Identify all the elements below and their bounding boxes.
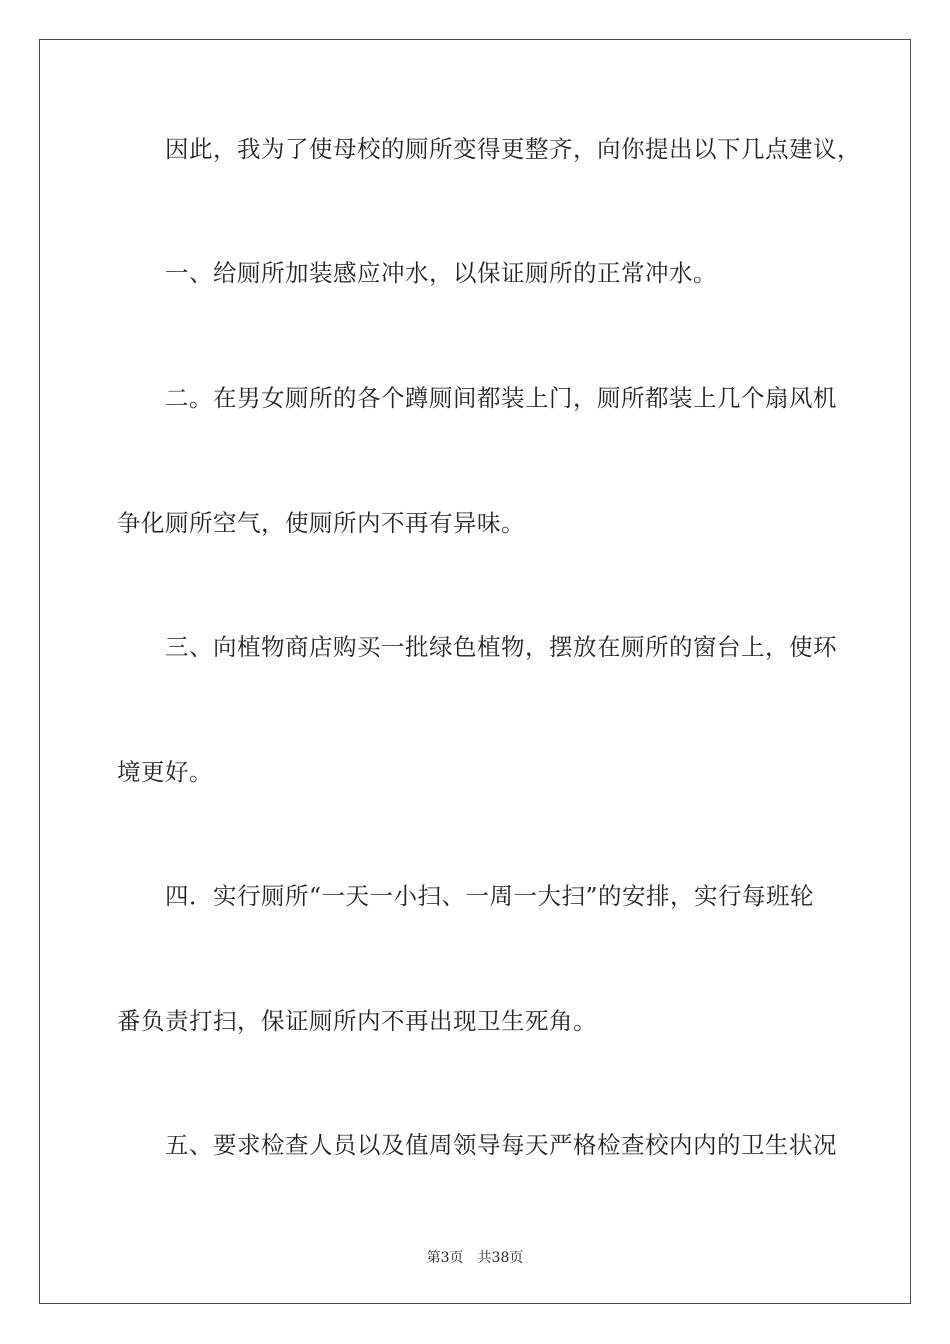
page-footer — [0, 1247, 950, 1267]
paragraph-line: 境更好。 — [117, 758, 213, 786]
paragraph-line: 因此，我为了使母校的厕所变得更整齐，向你提出以下几点建议， — [165, 135, 861, 163]
paragraph-line: 番负责打扫，保证厕所内不再出现卫生死角。 — [117, 1007, 597, 1035]
paragraph-line: 争化厕所空气，使厕所内不再有异味。 — [117, 509, 525, 537]
paragraph-line: 二。在男女厕所的各个蹲厕间都装上门，厕所都装上几个扇风机 — [165, 384, 837, 412]
paragraph-line: 五、要求检查人员以及值周领导每天严格检查校内内的卫生状况 — [165, 1131, 837, 1159]
paragraph-line: 一、给厕所加装感应冲水，以保证厕所的正常冲水。 — [165, 259, 717, 287]
paragraph-line: 三、向植物商店购买一批绿色植物，摆放在厕所的窗台上，使环 — [165, 633, 837, 661]
page-total: 共38页 — [477, 1250, 524, 1266]
paragraph-line: 四．实行厕所“一天一小扫、一周一大扫”的安排，实行每班轮 — [165, 882, 815, 910]
page-border — [39, 39, 911, 1304]
page-number: 第3页 — [426, 1250, 464, 1266]
